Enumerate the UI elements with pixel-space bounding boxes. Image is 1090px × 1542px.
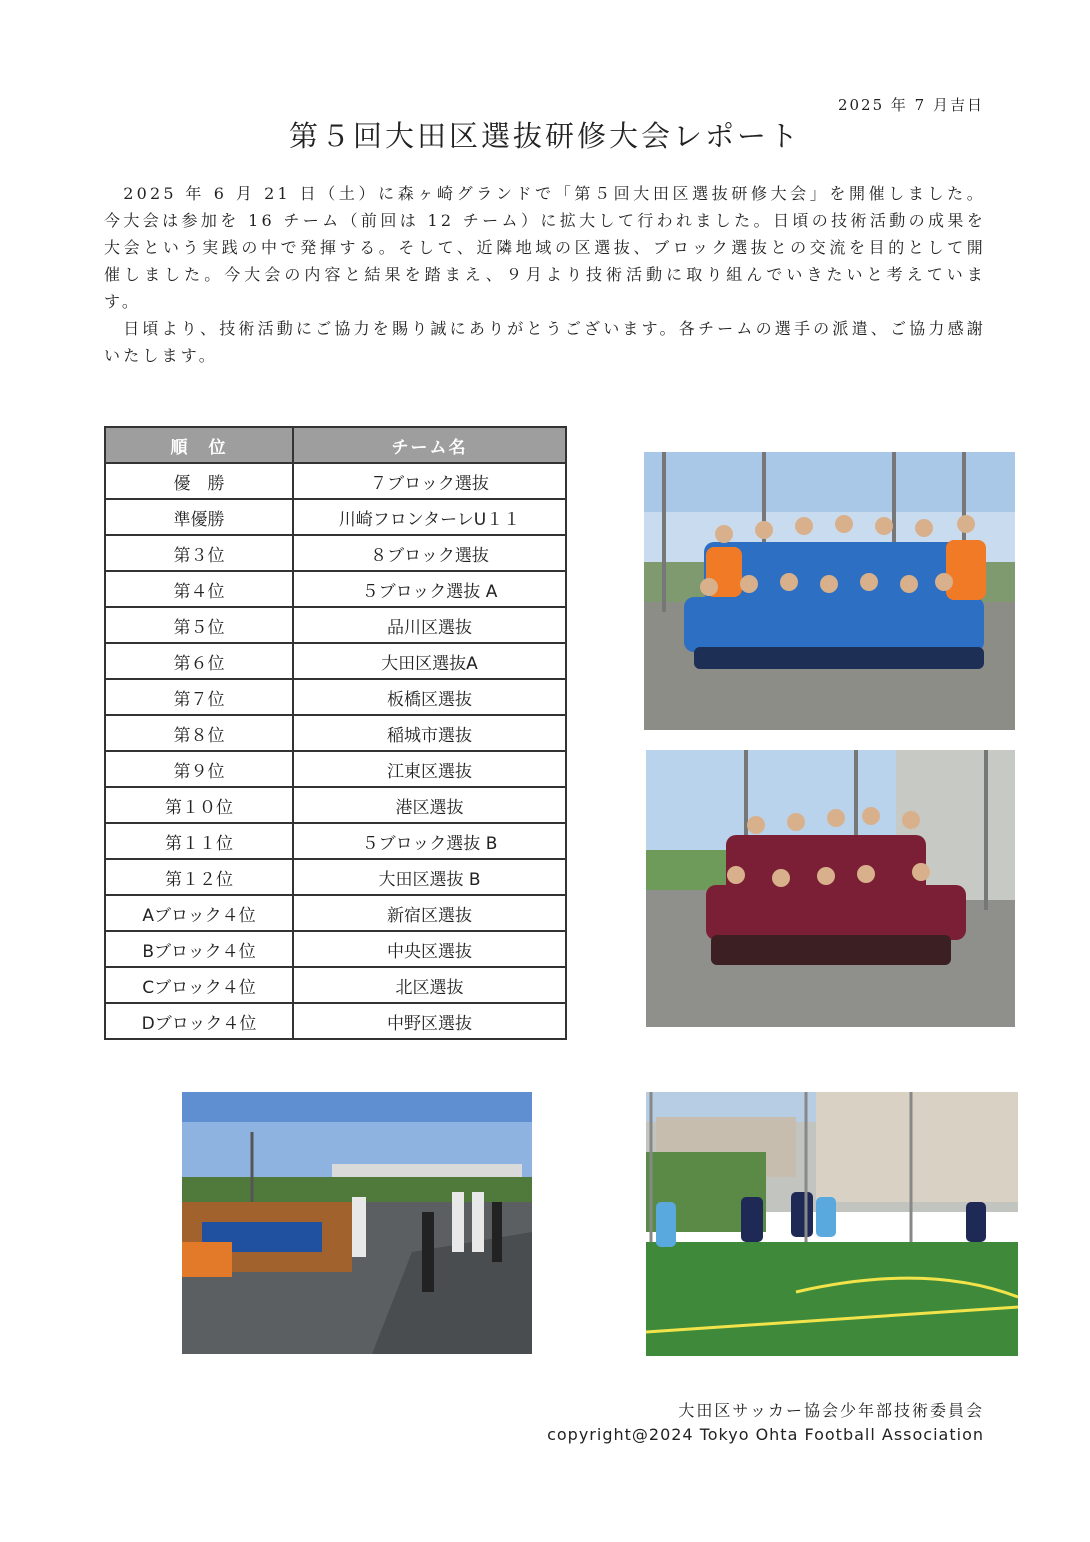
rank-cell: 第１１位 <box>105 823 293 859</box>
rank-cell: Aブロック４位 <box>105 895 293 931</box>
rank-cell: 第４位 <box>105 571 293 607</box>
team-cell: 港区選抜 <box>293 787 566 823</box>
footer-organization: 大田区サッカー協会少年部技術委員会 <box>678 1401 984 1420</box>
rank-cell: 第３位 <box>105 535 293 571</box>
table-row <box>105 643 566 679</box>
team-cell: 中野区選抜 <box>293 1003 566 1039</box>
footer-copyright: copyright@2024 Tokyo Ohta Football Association <box>547 1425 984 1444</box>
team-cell: 大田区選抜 B <box>293 859 566 895</box>
rank-cell: 第１２位 <box>105 859 293 895</box>
table-row <box>105 751 566 787</box>
table-row <box>105 895 566 931</box>
table-row <box>105 463 566 499</box>
table-row <box>105 859 566 895</box>
rank-cell: 第１０位 <box>105 787 293 823</box>
table-row <box>105 571 566 607</box>
photo-ceremony <box>182 1092 532 1354</box>
team-cell: ８ブロック選抜 <box>293 535 566 571</box>
intro-paragraph-1: 2025 年 6 月 21 日（土）に森ヶ崎グランドで「第５回大田区選抜研修大会」を開催しました。今大会は参加を 16 チーム（前回は 12 チーム）に拡大して行われました。日頃の技術活動の成果を大会という実践の中で発揮する。そして、近隣地域の区選抜、ブロック選抜との交流を目的として開催しました。今大会の内容と結果を踏まえ、９月より技術活動に取り組んでいきたいと考えています。 <box>104 184 986 311</box>
table-row <box>105 607 566 643</box>
team-cell: 江東区選抜 <box>293 751 566 787</box>
intro-text <box>104 180 986 369</box>
table-row <box>105 967 566 1003</box>
team-cell: 品川区選抜 <box>293 607 566 643</box>
table-row <box>105 679 566 715</box>
intro-paragraph-2: 日頃より、技術活動にご協力を賜り誠にありがとうございます。各チームの選手の派遣、ご協力感謝いたします。 <box>104 319 986 365</box>
rank-cell: 第６位 <box>105 643 293 679</box>
table-row <box>105 499 566 535</box>
rank-cell: Cブロック４位 <box>105 967 293 1003</box>
document-date: 2025 年 7 月吉日 <box>837 96 984 114</box>
team-cell: 大田区選抜A <box>293 643 566 679</box>
table-header-row <box>105 427 566 463</box>
rank-cell: 第７位 <box>105 679 293 715</box>
rank-cell: 第８位 <box>105 715 293 751</box>
team-cell: 板橋区選抜 <box>293 679 566 715</box>
rank-cell: 第９位 <box>105 751 293 787</box>
header-team: チーム名 <box>293 427 566 463</box>
table-row <box>105 787 566 823</box>
rank-cell: 優 勝 <box>105 463 293 499</box>
team-cell: 稲城市選抜 <box>293 715 566 751</box>
table-row <box>105 535 566 571</box>
table-row <box>105 715 566 751</box>
team-cell: 中央区選抜 <box>293 931 566 967</box>
rank-cell: Bブロック４位 <box>105 931 293 967</box>
rank-cell: Dブロック４位 <box>105 1003 293 1039</box>
page-title: 第５回大田区選抜研修大会レポート <box>288 119 801 153</box>
rank-cell: 第５位 <box>105 607 293 643</box>
team-cell: ７ブロック選抜 <box>293 463 566 499</box>
rank-cell: 準優勝 <box>105 499 293 535</box>
photo-match <box>646 1092 1018 1356</box>
team-cell: ５ブロック選抜 B <box>293 823 566 859</box>
team-cell: 新宿区選抜 <box>293 895 566 931</box>
table-row <box>105 1003 566 1039</box>
team-cell: 川崎フロンターレU１１ <box>293 499 566 535</box>
photo-blue-team <box>644 452 1015 730</box>
photo-maroon-team <box>646 750 1015 1027</box>
table-row <box>105 931 566 967</box>
header-rank: 順 位 <box>105 427 293 463</box>
table-row <box>105 823 566 859</box>
team-cell: ５ブロック選抜 A <box>293 571 566 607</box>
team-cell: 北区選抜 <box>293 967 566 1003</box>
results-table <box>104 426 567 1040</box>
